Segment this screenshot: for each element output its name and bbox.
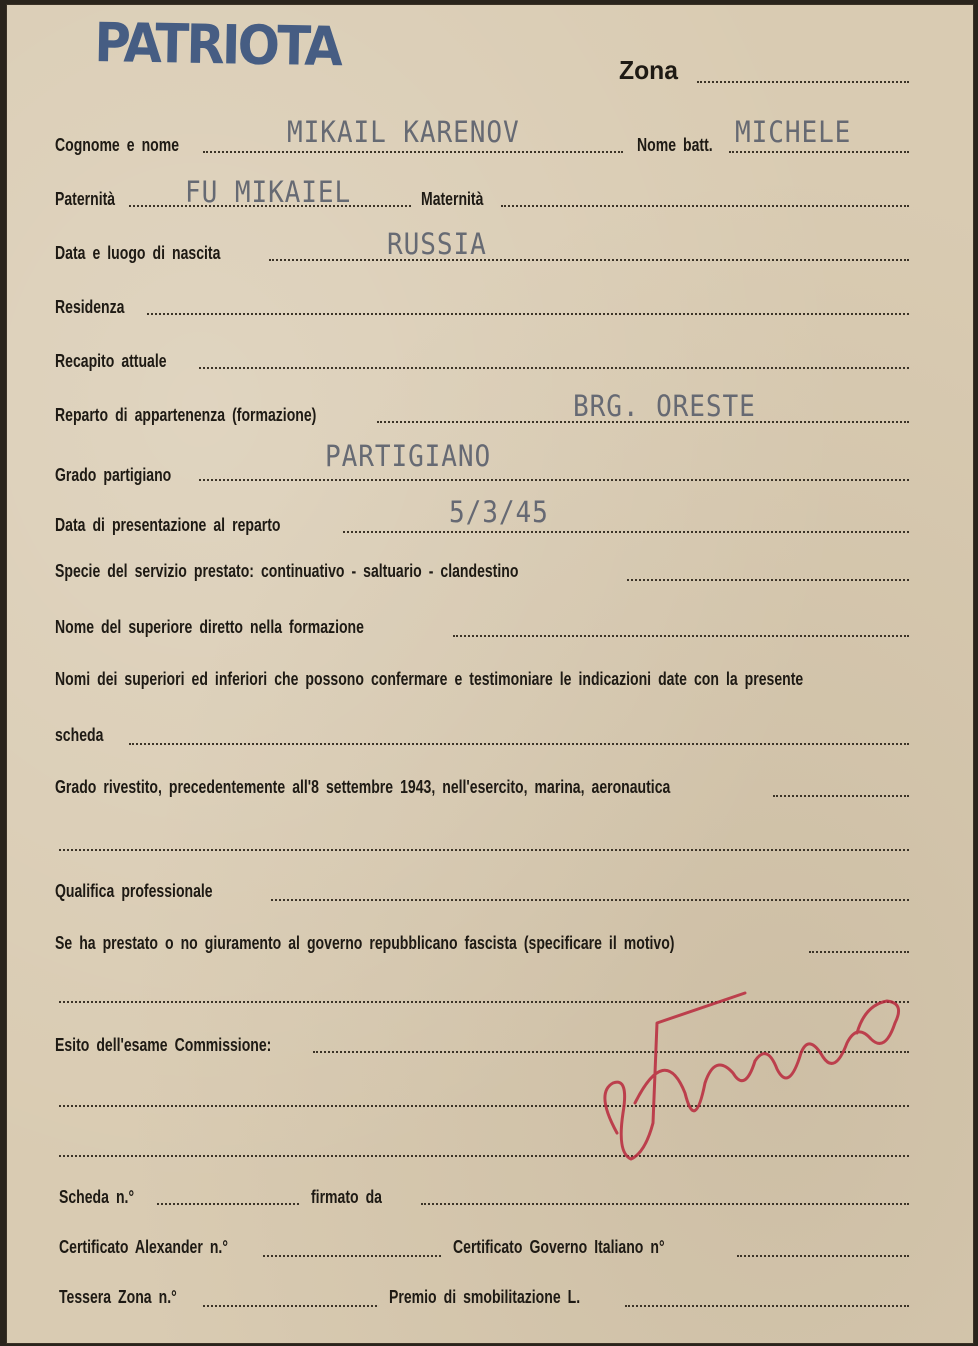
oath-label: Se ha prestato o no giuramento al governo repubblicano fascista (specificare il motivo) xyxy=(55,933,675,953)
profession-label: Qualifica professionale xyxy=(55,881,213,901)
signature-graphic xyxy=(595,983,915,1183)
battle-name-value: MICHELE xyxy=(735,115,852,149)
alexander-cert-label: Certificato Alexander n.° xyxy=(59,1237,228,1257)
rank-line xyxy=(199,479,909,481)
card-no-label: Scheda n.° xyxy=(59,1187,135,1207)
witnesses-label: Nomi dei superiori ed inferiori che possono confermare e testimoniare le indicazioni date con la presente xyxy=(55,669,804,689)
zona-line xyxy=(697,81,909,83)
oath-line xyxy=(809,951,909,953)
signed-by-label: firmato da xyxy=(311,1187,382,1207)
zone-card-line xyxy=(203,1305,377,1307)
presentation-date-line xyxy=(343,531,909,533)
superior-line xyxy=(453,635,909,637)
italian-cert-line xyxy=(737,1255,909,1257)
zone-card-label: Tessera Zona n.° xyxy=(59,1287,177,1307)
zona-label: Zona xyxy=(619,55,679,85)
superior-label: Nome del superiore diretto nella formazione xyxy=(55,617,364,637)
birth-value: RUSSIA xyxy=(387,227,487,261)
battle-name-line xyxy=(729,151,909,153)
maternity-label: Maternità xyxy=(421,189,484,209)
unit-value: BRG. ORESTE xyxy=(573,389,756,423)
commission-label: Esito dell'esame Commissione: xyxy=(55,1035,272,1055)
surname-name-line xyxy=(203,151,623,153)
italian-cert-label: Certificato Governo Italiano n° xyxy=(453,1237,665,1257)
prior-rank-line xyxy=(773,795,909,797)
demob-prize-line xyxy=(625,1305,909,1307)
demob-prize-label: Premio di smobilitazione L. xyxy=(389,1287,581,1307)
presentation-date-label: Data di presentazione al reparto xyxy=(55,515,281,535)
paternity-value: FU MIKAIEL xyxy=(185,175,352,209)
alexander-cert-line xyxy=(263,1255,441,1257)
paternity-label: Paternità xyxy=(55,189,116,209)
scheda-label: scheda xyxy=(55,725,104,745)
maternity-line xyxy=(501,205,909,207)
prior-rank-line-2 xyxy=(59,849,909,851)
presentation-date-value: 5/3/45 xyxy=(449,495,549,529)
rank-label: Grado partigiano xyxy=(55,465,172,485)
card-no-line xyxy=(157,1203,299,1205)
service-type-line xyxy=(627,579,909,581)
surname-name-label: Cognome e nome xyxy=(55,135,180,155)
residence-label: Residenza xyxy=(55,297,125,317)
rank-value: PARTIGIANO xyxy=(325,439,492,473)
scheda-line xyxy=(129,743,909,745)
partisan-record-card xyxy=(6,4,974,1344)
unit-label: Reparto di appartenenza (formazione) xyxy=(55,405,317,425)
profession-line xyxy=(271,899,909,901)
current-address-label: Recapito attuale xyxy=(55,351,167,371)
birth-label: Data e luogo di nascita xyxy=(55,243,221,263)
patriota-stamp: PATRIOTA xyxy=(93,11,341,79)
current-address-line xyxy=(199,367,909,369)
signed-by-line xyxy=(421,1203,909,1205)
battle-name-label: Nome batt. xyxy=(637,135,713,155)
prior-rank-label: Grado rivestito, precedentemente all'8 settembre 1943, nell'esercito, marina, aeronautica xyxy=(55,777,671,797)
birth-line xyxy=(269,259,909,261)
residence-line xyxy=(147,313,909,315)
service-type-label: Specie del servizio prestato: continuativo - saltuario - clandestino xyxy=(55,561,519,581)
surname-name-value: MIKAIL KARENOV xyxy=(287,115,520,149)
